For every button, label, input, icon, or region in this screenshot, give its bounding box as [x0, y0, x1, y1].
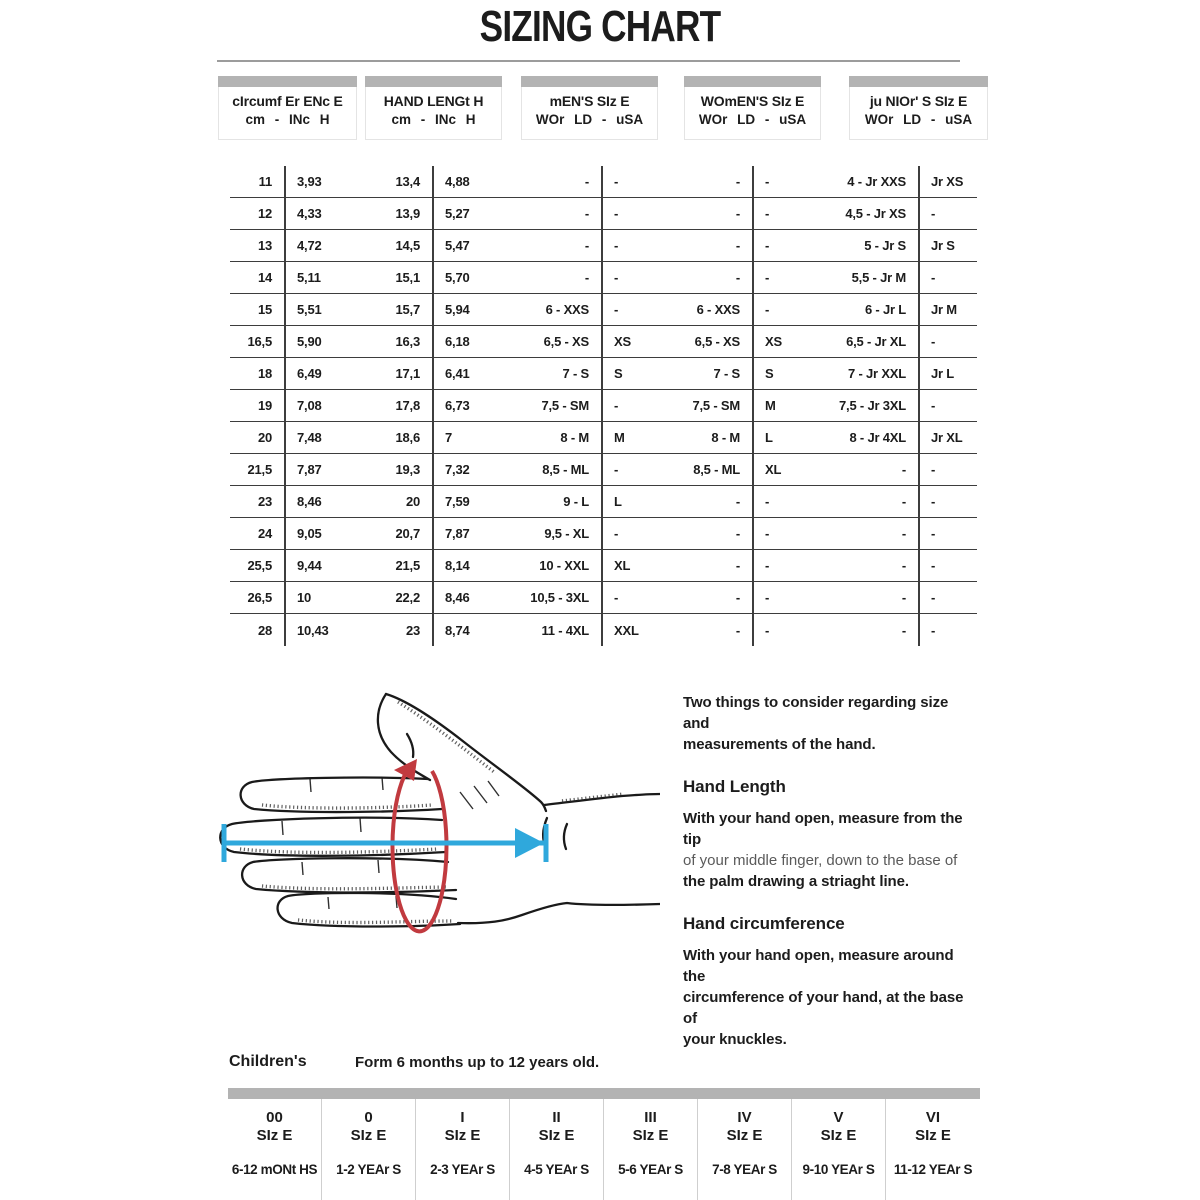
size-cell: 8,14 [445, 558, 470, 573]
header-gray-bar [684, 76, 821, 87]
size-cell: - [614, 398, 619, 413]
children-size-number: II [552, 1109, 561, 1126]
size-cell: M [614, 430, 625, 445]
size-cell: 6,18 [445, 334, 470, 349]
children-size-label [886, 1109, 980, 1145]
children-age-label: 9-10 YEAr S [802, 1162, 875, 1177]
page-title: SIZING CHART [479, 2, 721, 51]
header-group-units: WOr LD - uSA [535, 112, 644, 127]
children-size-cell [698, 1099, 792, 1200]
header-gray-bar [521, 76, 658, 87]
children-age-label: 6-12 mONt HS [231, 1162, 318, 1177]
size-cell: 7,5 - SM [541, 398, 589, 413]
size-row [230, 614, 977, 646]
size-cell: 7,32 [445, 462, 470, 477]
size-cell: 18,6 [395, 430, 420, 445]
size-cell: 4,33 [297, 206, 322, 221]
size-cell: - [931, 526, 936, 541]
children-size-word: SIz E [726, 1127, 763, 1144]
hand-illustration [210, 672, 660, 1002]
size-cell: - [614, 526, 619, 541]
size-cell: Jr S [931, 238, 955, 253]
size-row [230, 486, 977, 518]
column-divider [752, 166, 754, 646]
size-cell: 4,5 - Jr XS [845, 206, 906, 221]
size-row [230, 326, 977, 358]
children-size-word: SIz E [915, 1127, 951, 1144]
size-cell: 7,48 [297, 430, 322, 445]
size-cell: - [735, 526, 740, 541]
size-cell: 5,27 [445, 206, 470, 221]
size-cell: 28 [257, 622, 272, 638]
size-cell: - [735, 590, 740, 605]
size-cell: 21,5 [247, 462, 272, 477]
size-cell: 7,5 - SM [692, 398, 740, 413]
size-cell: - [614, 270, 619, 285]
header-group-label: ju NIOr' S SIz E [869, 93, 968, 109]
hand-length-line: the palm drawing a striaght line. [683, 873, 909, 890]
size-cell: 11 [258, 174, 272, 189]
children-size-cell [510, 1099, 604, 1200]
children-size-cell [792, 1099, 886, 1200]
children-size-number: 0 [364, 1109, 373, 1126]
size-row [230, 294, 977, 326]
hand-line-art [220, 694, 660, 927]
size-cell: 6,41 [445, 366, 470, 381]
size-cell: L [614, 494, 622, 509]
size-cell: 6,49 [297, 366, 322, 381]
children-age-label: 1-2 YEAr S [336, 1162, 401, 1177]
size-cell: - [614, 302, 619, 317]
children-size-number: III [644, 1109, 657, 1126]
hand-length-heading: Hand Length [683, 777, 786, 796]
size-cell: 21,5 [395, 558, 420, 573]
children-size-label [792, 1109, 885, 1145]
size-cell: 13 [257, 238, 272, 253]
children-size-table [228, 1088, 980, 1200]
size-row [230, 198, 977, 230]
size-cell: - [735, 270, 740, 285]
size-cell: Jr M [931, 302, 957, 317]
size-cell: - [765, 206, 770, 221]
size-cell: - [735, 238, 740, 253]
children-size-word: SIz E [350, 1127, 387, 1144]
children-label: Children's [229, 1053, 307, 1070]
header-group-label: HAND LENGt H [383, 93, 484, 109]
header-group-units: WOr LD - uSA [864, 112, 973, 127]
size-cell: 8,74 [445, 622, 470, 638]
header-group-units: cm - INc H [245, 112, 330, 127]
children-size-cell [886, 1099, 980, 1200]
size-cell: 19,3 [395, 462, 420, 477]
size-cell: - [614, 238, 619, 253]
size-cell: 6,5 - XS [694, 334, 740, 349]
size-row [230, 518, 977, 550]
size-cell: - [735, 622, 740, 638]
size-cell: 23 [405, 622, 420, 638]
size-cell: - [614, 206, 619, 221]
size-cell: - [765, 558, 770, 573]
size-cell: 16,5 [247, 334, 272, 349]
header-group-box [684, 76, 821, 140]
header-group-label: WOmEN'S SIz E [700, 93, 805, 109]
column-divider [918, 166, 920, 646]
size-cell: 24 [257, 526, 272, 541]
hand-length-paragraph [683, 808, 975, 892]
size-cell: - [614, 462, 619, 477]
children-size-word: SIz E [538, 1127, 575, 1144]
size-cell: - [931, 590, 936, 605]
children-size-label [698, 1109, 791, 1145]
children-note: Form 6 months up to 12 years old. [355, 1054, 600, 1071]
size-cell: 4,88 [445, 174, 470, 189]
children-size-word: SIz E [256, 1127, 293, 1144]
size-cell: 14 [257, 270, 272, 285]
header-group-box [365, 76, 502, 140]
size-cell: 5,70 [445, 270, 470, 285]
size-row [230, 550, 977, 582]
size-cell: 15 [257, 302, 272, 317]
intro-line: measurements of the hand. [683, 736, 876, 753]
size-cell: - [765, 270, 770, 285]
size-cell: 10 [297, 590, 312, 605]
size-cell: 8 - M [711, 430, 740, 445]
children-size-word: SIz E [820, 1127, 857, 1144]
size-cell: - [901, 526, 906, 541]
size-row [230, 422, 977, 454]
children-size-word: SIz E [444, 1127, 481, 1144]
size-cell: 26,5 [247, 590, 272, 605]
size-cell: 13,4 [395, 174, 420, 189]
size-cell: 13,9 [395, 206, 420, 221]
size-cell: 5,5 - Jr M [851, 270, 906, 285]
size-cell: 16,3 [395, 334, 420, 349]
hand-length-line: of your middle finger, down to the base of [683, 852, 958, 869]
header-gray-bar [849, 76, 988, 87]
children-size-cell [416, 1099, 510, 1200]
size-cell: 3,93 [297, 174, 322, 189]
children-size-label [228, 1109, 321, 1145]
title-divider [217, 60, 960, 62]
size-cell: 15,7 [395, 302, 420, 317]
size-table-body [230, 166, 977, 646]
size-cell: 8,5 - ML [693, 462, 740, 477]
size-cell: 6,5 - XS [543, 334, 589, 349]
size-cell: - [584, 238, 589, 253]
size-cell: - [901, 494, 906, 509]
children-size-word: SIz E [632, 1127, 669, 1144]
size-cell: 11 - 4XL [541, 622, 589, 638]
hand-measurement-figure [210, 672, 660, 1002]
size-cell: 7,59 [445, 494, 470, 509]
size-cell: 10,43 [297, 622, 329, 638]
size-cell: 5,51 [297, 302, 322, 317]
size-cell: L [765, 430, 773, 445]
children-age-label: 4-5 YEAr S [524, 1162, 589, 1177]
size-cell: 12 [257, 206, 272, 221]
size-cell: M [765, 398, 776, 413]
size-row [230, 390, 977, 422]
size-cell: 7,87 [445, 526, 470, 541]
size-cell: 5,94 [445, 302, 470, 317]
size-cell: - [765, 302, 770, 317]
intro-line: Two things to consider regarding size and [683, 694, 949, 732]
size-cell: - [901, 462, 906, 477]
size-cell: - [765, 590, 770, 605]
size-cell: 9,44 [297, 558, 322, 573]
size-cell: - [931, 622, 936, 638]
children-size-label [322, 1109, 415, 1145]
size-row [230, 262, 977, 294]
size-cell: - [931, 334, 936, 349]
children-size-number: IV [737, 1109, 752, 1126]
size-cell: - [901, 622, 906, 638]
size-cell: XXL [614, 622, 639, 638]
children-age-label: 11-12 YEAr S [893, 1162, 973, 1177]
hand-circumference-line: circumference of your hand, at the base of [683, 989, 964, 1027]
size-cell: 5,47 [445, 238, 470, 253]
size-cell: - [584, 206, 589, 221]
children-size-cell [604, 1099, 698, 1200]
size-cell: - [735, 558, 740, 573]
size-cell: - [931, 206, 936, 221]
size-cell: XS [765, 334, 782, 349]
size-cell: 8,46 [297, 494, 322, 509]
size-cell: 5,90 [297, 334, 322, 349]
size-cell: 8 - Jr 4XL [849, 430, 906, 445]
size-cell: - [931, 494, 936, 509]
size-cell: 6 - XXS [696, 302, 740, 317]
size-cell: 6,73 [445, 398, 470, 413]
column-divider [284, 166, 286, 646]
size-cell: Jr XS [931, 174, 964, 189]
children-size-number: 00 [266, 1109, 283, 1126]
header-group-label: cIrcumf Er ENc E [232, 93, 343, 109]
size-cell: Jr XL [931, 430, 963, 445]
size-cell: 7 [445, 430, 453, 445]
size-cell: S [614, 366, 623, 381]
size-cell: XL [765, 462, 782, 477]
size-cell: 8,5 - ML [542, 462, 589, 477]
children-size-cell [322, 1099, 416, 1200]
size-cell: 6,5 - Jr XL [846, 334, 906, 349]
size-row [230, 230, 977, 262]
size-cell: 5 - Jr S [864, 238, 906, 253]
size-cell: - [901, 558, 906, 573]
children-size-number: V [833, 1109, 844, 1126]
size-cell: 20 [257, 430, 272, 445]
size-cell: - [901, 590, 906, 605]
children-size-label [604, 1109, 697, 1145]
hand-length-line: With your hand open, measure from the tip [683, 810, 963, 848]
hand-circumference-heading: Hand circumference [683, 914, 845, 933]
size-cell: Jr L [931, 366, 955, 381]
size-cell: - [735, 206, 740, 221]
size-cell: - [931, 270, 936, 285]
size-cell: - [765, 494, 770, 509]
size-row [230, 454, 977, 486]
hand-length-arrow [224, 824, 546, 862]
size-cell: 17,8 [395, 398, 420, 413]
size-cell: 7,5 - Jr 3XL [839, 398, 906, 413]
children-age-label: 5-6 YEAr S [618, 1162, 683, 1177]
size-cell: 15,1 [395, 270, 420, 285]
intro-paragraph [683, 692, 975, 755]
size-cell: 8 - M [560, 430, 589, 445]
size-cell: - [765, 238, 770, 253]
hand-circumference-line: With your hand open, measure around the [683, 947, 954, 985]
children-age-label: 2-3 YEAr S [430, 1162, 495, 1177]
size-cell: 7,87 [297, 462, 322, 477]
size-cell: 20,7 [395, 526, 420, 541]
children-table-header-bar [228, 1088, 980, 1099]
header-group-units: cm - INc H [391, 112, 476, 127]
size-row [230, 582, 977, 614]
size-cell: 6 - Jr L [864, 302, 906, 317]
header-group-box [218, 76, 357, 140]
size-cell: 6 - XXS [545, 302, 589, 317]
size-row [230, 166, 977, 198]
size-cell: 8,46 [445, 590, 470, 605]
size-cell: - [931, 558, 936, 573]
size-cell: 4 - Jr XXS [847, 174, 906, 189]
size-cell: - [584, 174, 589, 189]
size-cell: 18 [257, 366, 272, 381]
size-cell: 7,08 [297, 398, 322, 413]
hand-circumference-paragraph [683, 945, 975, 1050]
size-cell: - [614, 174, 619, 189]
children-size-number: VI [925, 1109, 941, 1126]
size-cell: - [931, 398, 936, 413]
children-size-cell [228, 1099, 322, 1200]
size-cell: - [735, 174, 740, 189]
size-cell: - [765, 622, 770, 638]
size-cell: 10,5 - 3XL [530, 590, 589, 605]
size-cell: 10 - XXL [539, 558, 589, 573]
size-cell: 22,2 [395, 590, 420, 605]
children-age-label: 7-8 YEAr S [712, 1162, 777, 1177]
size-cell: 7 - Jr XXL [848, 366, 906, 381]
children-table-cells [228, 1099, 980, 1200]
size-cell: 5,11 [297, 270, 321, 285]
header-group-units: WOr LD - uSA [698, 112, 807, 127]
column-divider [432, 166, 434, 646]
children-size-label [510, 1109, 603, 1145]
column-divider [601, 166, 603, 646]
header-group-box [521, 76, 658, 140]
size-cell: 9,05 [297, 526, 322, 541]
header-gray-bar [218, 76, 357, 87]
size-cell: - [765, 174, 770, 189]
size-cell: XS [614, 334, 631, 349]
size-cell: - [584, 270, 589, 285]
size-table [230, 166, 977, 646]
size-row [230, 358, 977, 390]
hand-circumference-line: your knuckles. [683, 1031, 787, 1048]
size-cell: S [765, 366, 774, 381]
size-cell: 25,5 [247, 558, 272, 573]
children-size-label [416, 1109, 509, 1145]
size-cell: 9 - L [563, 494, 589, 509]
size-cell: - [765, 526, 770, 541]
size-cell: 14,5 [395, 238, 420, 253]
header-group-label: mEN'S SIz E [549, 93, 630, 109]
header-group-box [849, 76, 988, 140]
size-cell: 7 - S [713, 366, 740, 381]
size-cell: 7 - S [562, 366, 589, 381]
size-cell: - [735, 494, 740, 509]
size-cell: 9,5 - XL [544, 526, 589, 541]
children-size-number: I [460, 1109, 465, 1126]
size-cell: 20 [405, 494, 420, 509]
size-cell: XL [614, 558, 631, 573]
size-cell: 19 [257, 398, 272, 413]
size-cell: 17,1 [395, 366, 420, 381]
size-cell: 4,72 [297, 238, 322, 253]
header-gray-bar [365, 76, 502, 87]
size-cell: 23 [257, 494, 272, 509]
size-cell: - [614, 590, 619, 605]
size-cell: - [931, 462, 936, 477]
